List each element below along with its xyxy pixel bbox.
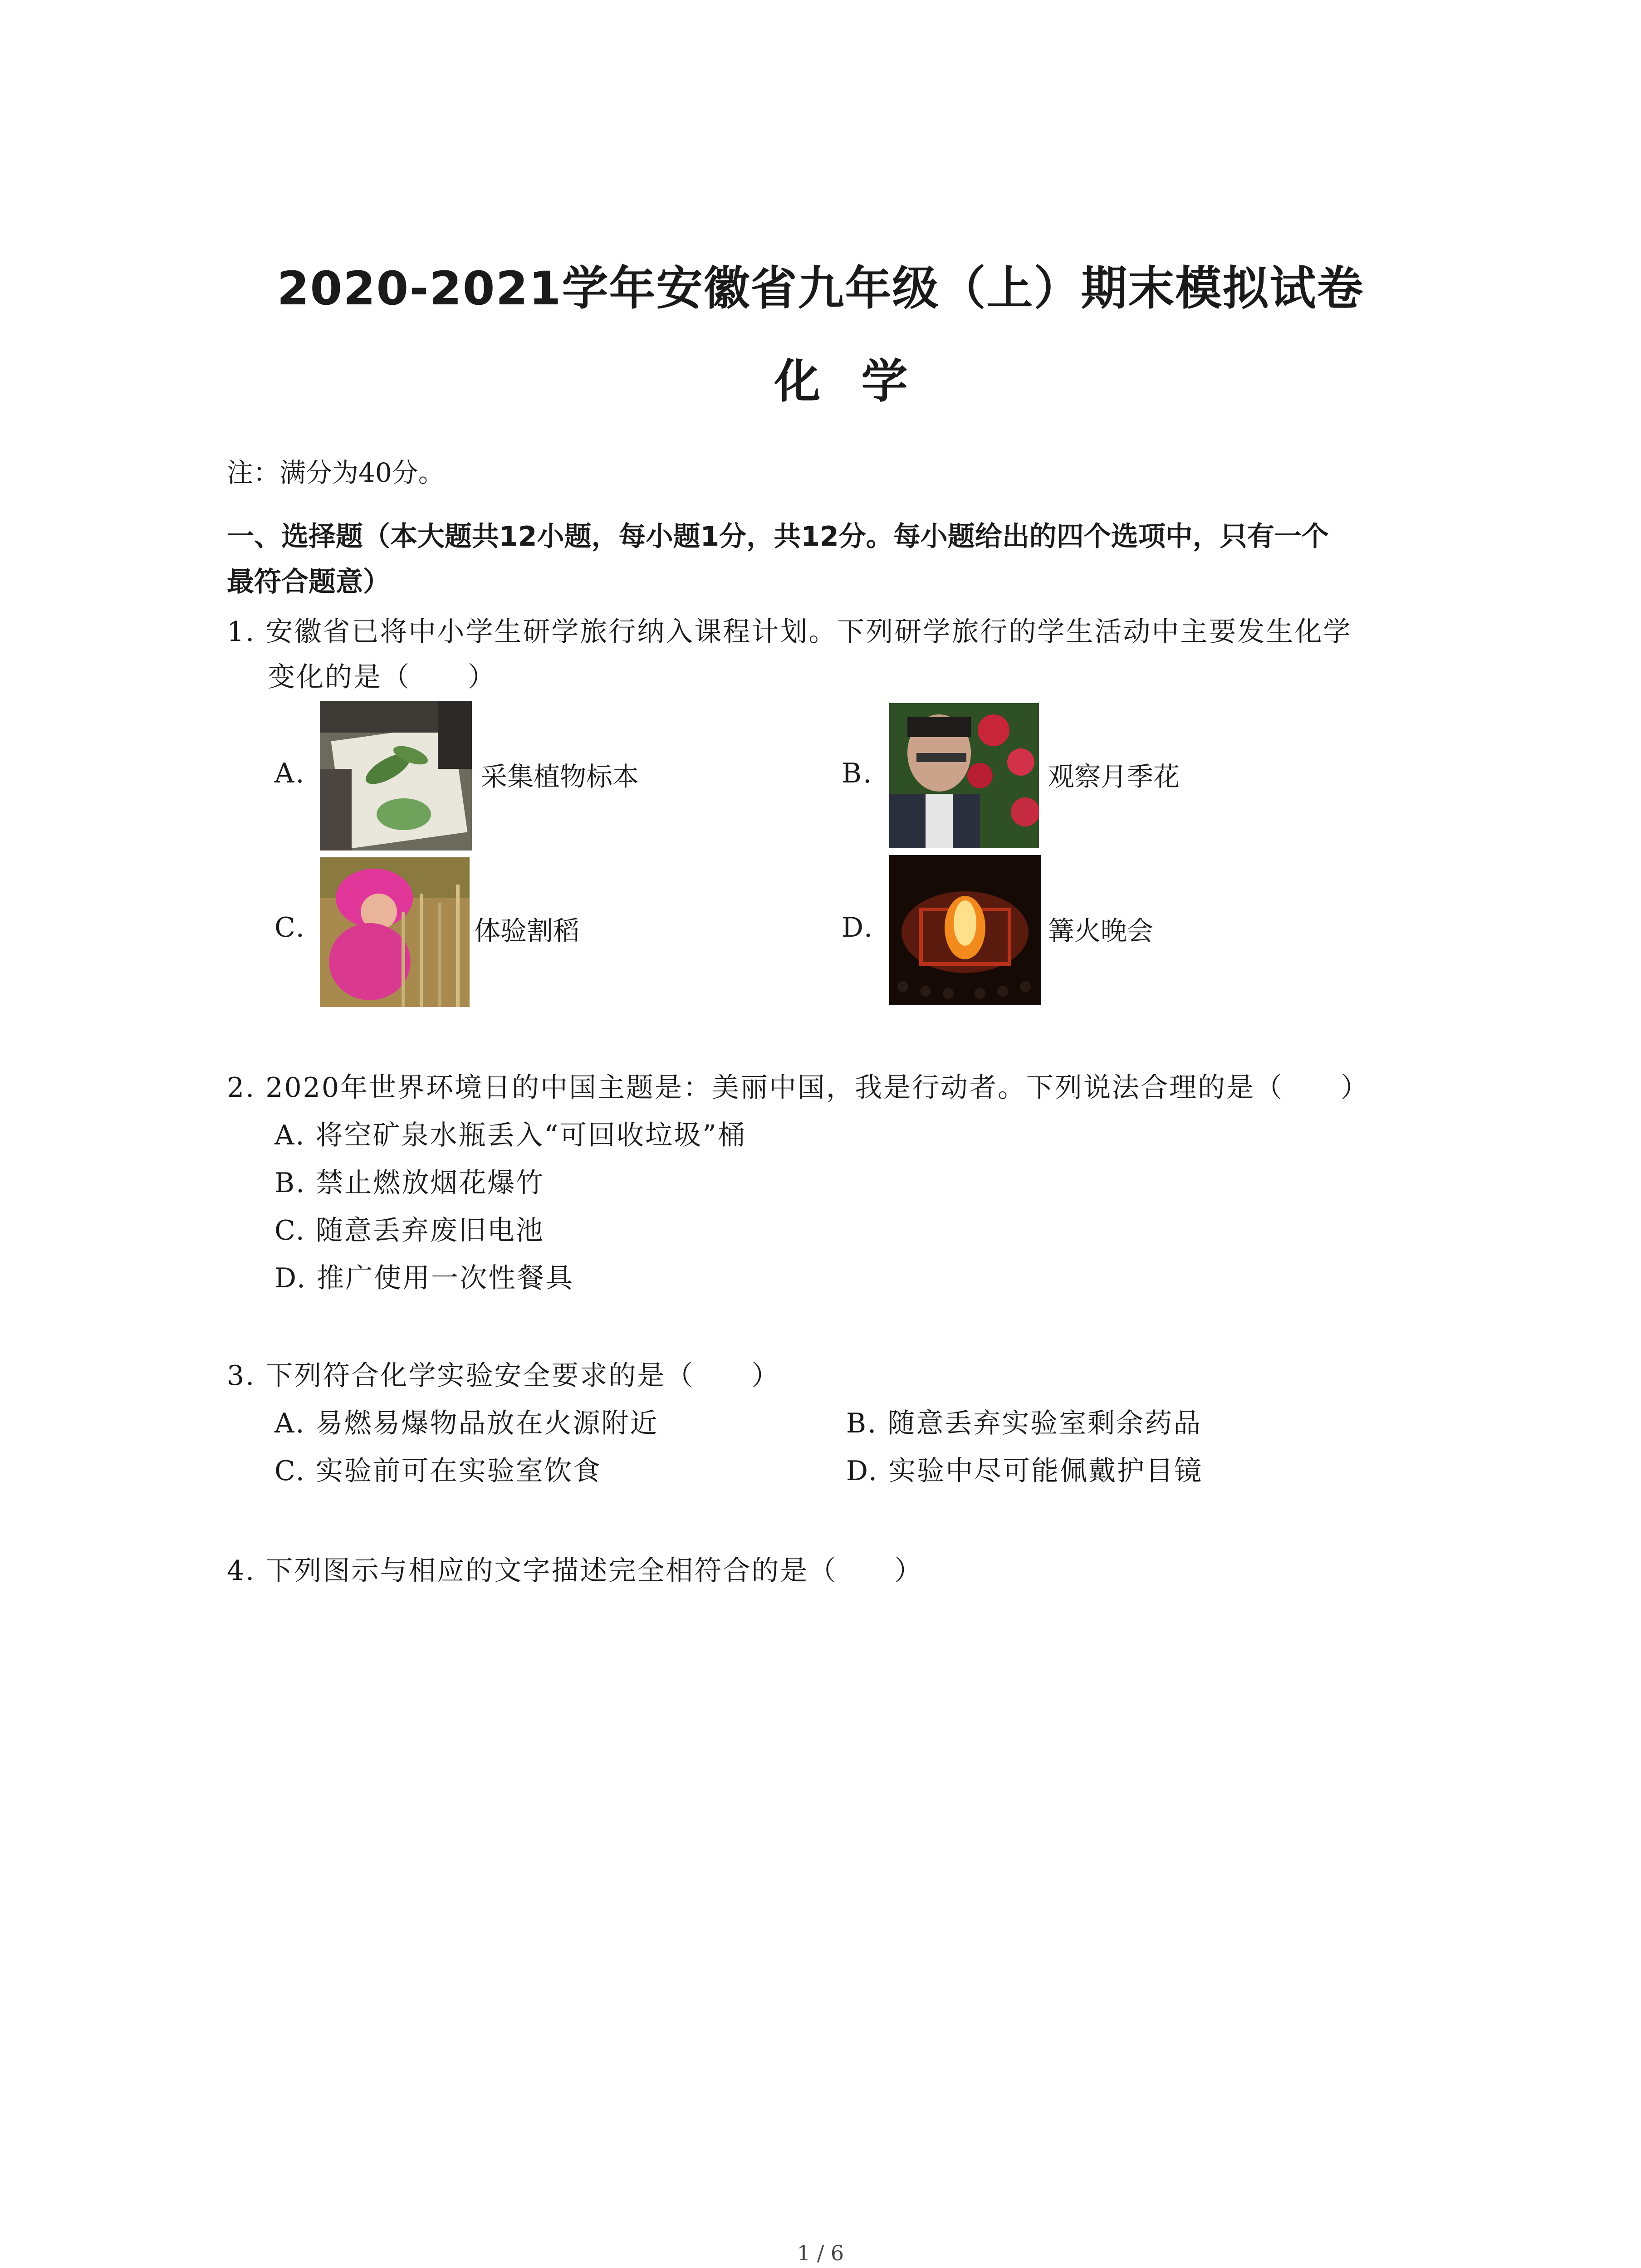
q1-option-b-text: 观察月季花 bbox=[1048, 761, 1180, 792]
q3-stem: 3. 下列符合化学实验安全要求的是（ ） bbox=[227, 1360, 780, 1392]
q1-option-b-letter: B. bbox=[842, 758, 873, 789]
q3-option-a: A. 易燃易爆物品放在火源附近 bbox=[274, 1408, 659, 1439]
q2-option-b: B. 禁止燃放烟花爆竹 bbox=[274, 1167, 545, 1199]
q1-option-d-text: 篝火晚会 bbox=[1048, 915, 1154, 946]
subject-title: 化学 bbox=[774, 355, 949, 409]
q1-option-d-letter: D. bbox=[842, 912, 874, 943]
q2-option-a: A. 将空矿泉水瓶丢入“可回收垃圾”桶 bbox=[274, 1119, 746, 1151]
section-heading-line1: 一、选择题（本大题共12小题，每小题1分，共12分。每小题给出的四个选项中，只有一个 bbox=[227, 521, 1329, 552]
section-heading-line2: 最符合题意） bbox=[227, 566, 390, 598]
q3-option-b: B. 随意丢弃实验室剩余药品 bbox=[846, 1408, 1202, 1439]
q3-option-c: C. 实验前可在实验室饮食 bbox=[274, 1455, 602, 1487]
score-note: 注：满分为40分。 bbox=[227, 457, 445, 488]
q3-option-d: D. 实验中尽可能佩戴护目镜 bbox=[846, 1455, 1203, 1487]
q1-stem-line1: 1. 安徽省已将中小学生研学旅行纳入课程计划。下列研学旅行的学生活动中主要发生化学 bbox=[227, 616, 1352, 648]
page-title: 2020-2021学年安徽省九年级（上）期末模拟试卷 bbox=[277, 262, 1364, 316]
page-number: 1 / 6 bbox=[797, 2241, 844, 2265]
q1-option-a-text: 采集植物标本 bbox=[481, 761, 639, 792]
bonfire-photo bbox=[889, 855, 1041, 1005]
q1-option-c-text: 体验割稻 bbox=[474, 915, 580, 946]
q1-stem-line2: 变化的是（ ） bbox=[268, 661, 496, 693]
q4-stem: 4. 下列图示与相应的文字描述完全相符合的是（ ） bbox=[227, 1555, 923, 1587]
observe-rose-photo bbox=[889, 703, 1039, 848]
q2-option-d: D. 推广使用一次性餐具 bbox=[274, 1262, 574, 1294]
plant-specimen-photo bbox=[320, 701, 472, 850]
q1-option-a-letter: A. bbox=[274, 758, 306, 789]
harvest-rice-photo bbox=[320, 857, 470, 1007]
q2-stem: 2. 2020年世界环境日的中国主题是：美丽中国，我是行动者。下列说法合理的是（ ） bbox=[227, 1072, 1370, 1104]
q1-option-c-letter: C. bbox=[274, 912, 306, 943]
q2-option-c: C. 随意丢弃废旧电池 bbox=[274, 1215, 544, 1246]
